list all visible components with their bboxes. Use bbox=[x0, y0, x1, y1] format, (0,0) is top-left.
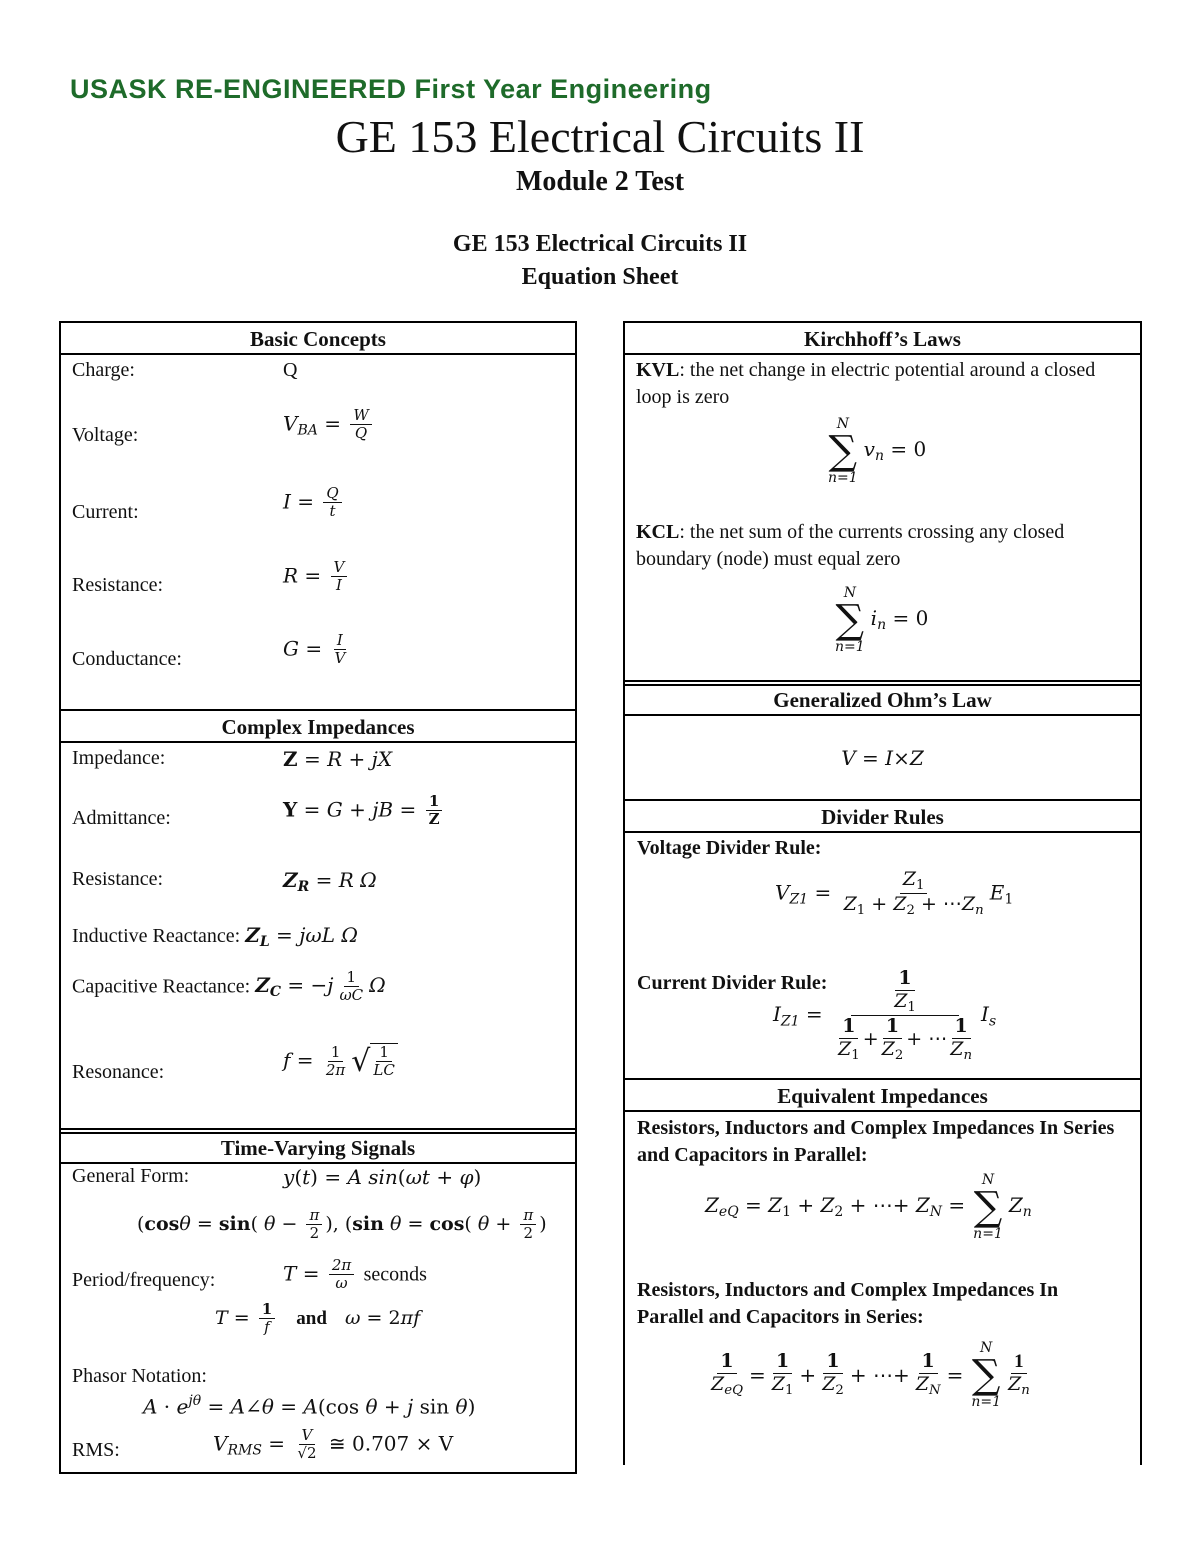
kcl-text: : the net sum of the currents crossing any closed boundary (node) must equal zero bbox=[636, 521, 1065, 570]
capacitive-label: Capacitive Reactance: bbox=[72, 975, 251, 998]
voltage-label: Voltage: bbox=[72, 424, 139, 446]
course-title: GE 153 Electrical Circuits II bbox=[335, 111, 865, 162]
series-equation: $Z_{eQ} = Z_1 + Z_2$ + ⋯+ $Z_N$ = N ∑ n=1 $Z_n$ bbox=[705, 1172, 1032, 1242]
phasor-label: Phasor Notation: bbox=[72, 1365, 207, 1387]
equivalent-heading: Equivalent Impedances bbox=[625, 1080, 1140, 1112]
seconds-text: seconds bbox=[363, 1263, 427, 1286]
admittance-equation: Y = G + jB = $\frac{1}{Z}$ bbox=[283, 793, 446, 829]
period-label: Period/frequency: bbox=[72, 1269, 216, 1291]
kcl-abbr: KCL bbox=[636, 521, 680, 543]
general-form-label: General Form: bbox=[72, 1165, 190, 1187]
charge-label: Charge: bbox=[72, 359, 135, 381]
voltage-divider-equation: $V_{Z1}$ = $\frac{Z_1}{Z_1 + Z_2 + \cdots Z_n}$ $E_1$ bbox=[775, 868, 1014, 919]
parallel-title: Resistors, Inductors and Complex Impedances In Parallel and Capacitors in Series: bbox=[637, 1279, 1059, 1328]
complex-impedances-heading: Complex Impedances bbox=[61, 711, 575, 743]
capacitive-reactance: Capacitive Reactance: $Z_C = -j$ $\frac{1}{\omega C}$ Ω bbox=[72, 968, 386, 1005]
inductive-label: Inductive Reactance: bbox=[72, 925, 241, 947]
sheet-heading bbox=[0, 228, 1200, 294]
rms-label: RMS: bbox=[72, 1439, 120, 1461]
resonance-label: Resonance: bbox=[72, 1061, 165, 1083]
inductive-reactance: Inductive Reactance: $Z_L = j\omega L$ Ω bbox=[72, 923, 358, 951]
sine-cosine-identity: (cosθ = sin( θ − $\frac{\pi}{2}$ ), (sin θ = cos( θ + $\frac{\pi}{2}$ ) bbox=[137, 1206, 547, 1243]
divider-heading: Divider Rules bbox=[625, 801, 1140, 833]
ohm-heading: Generalized Ohm’s Law bbox=[625, 684, 1140, 716]
complex-resistance-equation: $Z_R = R$ Ω bbox=[283, 868, 377, 896]
resistance-equation: R = $\frac{V}{I}$ bbox=[283, 559, 350, 595]
charge-value: Q bbox=[283, 359, 298, 381]
current-equation: I = $\frac{Q}{t}$ bbox=[283, 485, 345, 521]
admittance-label: Admittance: bbox=[72, 807, 171, 829]
left-column bbox=[59, 321, 577, 1474]
basic-concepts-heading: Basic Concepts bbox=[61, 323, 575, 355]
rms-value: ≅ 0.707 × V bbox=[328, 1431, 454, 1456]
voltage-divider-title: Voltage Divider Rule: bbox=[637, 837, 822, 859]
right-column bbox=[623, 321, 1142, 1465]
general-form-equation: y(t) = A sin(ωt + φ) bbox=[283, 1165, 482, 1189]
ohm-equation: V = I×Z bbox=[841, 746, 924, 770]
conductance-equation: G = $\frac{I}{V}$ bbox=[283, 631, 346, 668]
kcl-equation: N ∑ n=1 $i_n = 0$ bbox=[835, 585, 929, 655]
resonance-equation: f = $\frac{1}{2\pi}$ √ $\frac{1}{LC}$ bbox=[283, 1043, 398, 1080]
rms-equation: $V_{RMS}$ = $\frac{V}{√2}$ ≅ 0.707 × V bbox=[213, 1426, 454, 1463]
test-name: Module 2 Test bbox=[515, 166, 685, 197]
impedance-equation: Z = R + jX bbox=[283, 747, 393, 771]
kvl-description bbox=[636, 357, 1130, 411]
sheet-name: Equation Sheet bbox=[521, 264, 679, 290]
phasor-equation: $A \cdot e^{j\theta}$ = A∠θ = A(cos θ + j sin θ) bbox=[143, 1393, 476, 1419]
kirchhoff-heading: Kirchhoff’s Laws bbox=[625, 323, 1140, 355]
series-title: Resistors, Inductors and Complex Impedances In Series and Capacitors in Parallel: bbox=[637, 1117, 1115, 1166]
kvl-text: : the net change in electric potential around a closed loop is zero bbox=[636, 359, 1096, 408]
parallel-equation: $\frac{1}{Z_{eQ}}$ = $\frac{1}{Z_1}$ + $\frac{1}{Z_2}$ + ⋯+ $\frac{1}{Z_N}$ = N ∑ n=1 $\frac{1}{Z_n}$ bbox=[711, 1340, 1030, 1410]
current-label: Current: bbox=[72, 501, 139, 523]
period-equation: T = $\frac{2\pi}{\omega}$ seconds bbox=[283, 1256, 427, 1293]
brand-header: USASK RE-ENGINEERED First Year Engineering bbox=[70, 74, 712, 104]
sheet-course: GE 153 Electrical Circuits II bbox=[452, 231, 748, 257]
kcl-description bbox=[636, 519, 1130, 573]
time-varying-heading: Time-Varying Signals bbox=[61, 1132, 575, 1164]
complex-resistance-label: Resistance: bbox=[72, 868, 164, 890]
conductance-label: Conductance: bbox=[72, 648, 182, 670]
impedance-label: Impedance: bbox=[72, 747, 166, 769]
and-text: and bbox=[296, 1307, 327, 1329]
current-divider-equation: $I_{Z1}$ = $\frac{1}{Z_1}$ $\frac{1}{Z_1}$ + $\frac{1}{Z_2}$ + ⋯ $\frac{1}{Z_n}$ $I_s$ bbox=[773, 967, 997, 1063]
voltage-equation: $V_{BA}$ = $\frac{W}{Q}$ bbox=[283, 407, 375, 443]
kvl-abbr: KVL bbox=[636, 359, 680, 381]
kvl-equation: N ∑ n=1 $v_n = 0$ bbox=[828, 416, 927, 486]
resistance-label: Resistance: bbox=[72, 574, 164, 596]
current-divider-title: Current Divider Rule: bbox=[637, 972, 828, 994]
frequency-equation: T = $\frac{1}{f}$ and ω = 2πf bbox=[215, 1300, 421, 1337]
